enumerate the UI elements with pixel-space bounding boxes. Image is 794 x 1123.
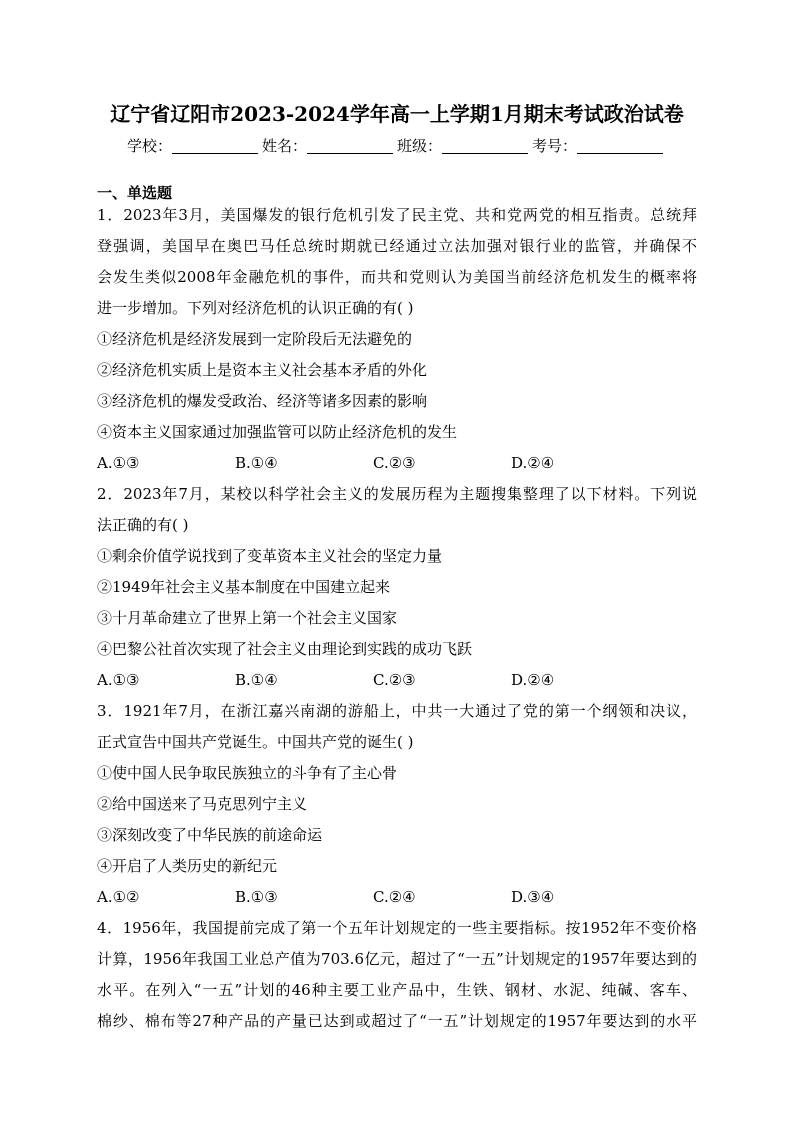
choice-c[interactable]: C.②③ (373, 454, 416, 472)
choice-b[interactable]: B.①④ (235, 671, 278, 689)
choice-a[interactable]: A.①② (97, 888, 140, 906)
statement-line: ④资本主义国家通过加强监管可以防止经济危机的发生 (97, 423, 458, 441)
statement-line: ③经济危机的爆发受政治、经济等诸多因素的影响 (97, 392, 428, 410)
question-4 (97, 913, 697, 1037)
statement-line: ④巴黎公社首次实现了社会主义由理论到实践的成功飞跃 (97, 640, 473, 658)
question-stem-line: 法正确的有( ) (97, 516, 189, 534)
choice-c[interactable]: C.②③ (373, 671, 416, 689)
page-title: 辽宁省辽阳市2023-2024学年高一上学期1月期末考试政治试卷 (110, 102, 684, 126)
question-stem-line: 1．2023年3月，美国爆发的银行危机引发了民主党、共和党两党的相互指责。总统拜 (97, 206, 697, 224)
question-stem-line: 水平。在列入“一五”计划的46种主要工业产品中，生铁、钢材、水泥、纯碱、客车、 (97, 981, 697, 999)
section-title: 一、单选题 (97, 184, 173, 202)
question-stem-line: 会发生类似2008年金融危机的事件，而共和党则认为美国当前经济危机发生的概率将 (97, 268, 697, 286)
question-stem-line: 棉纱、棉布等27种产品的产量已达到或超过了“一五”计划规定的1957年要达到的水平 (97, 1012, 697, 1030)
question-stem-line: 计算，1956年我国工业总产值为703.6亿元，超过了“一五”计划规定的1957年要达到的 (97, 950, 697, 968)
choices-row (97, 665, 697, 696)
choice-b[interactable]: B.①③ (235, 888, 278, 906)
question-3 (97, 696, 697, 913)
question-stem-line: 2．2023年7月，某校以科学社会主义的发展历程为主题搜集整理了以下材料。下列说 (97, 485, 697, 503)
statement-line: ④开启了人类历史的新纪元 (97, 857, 278, 875)
statement-line: ①剩余价值学说找到了变革资本主义社会的坚定力量 (97, 547, 443, 565)
question-stem-line: 4．1956年，我国提前完成了第一个五年计划规定的一些主要指标。按1952年不变价格 (97, 919, 697, 937)
statement-line: ③十月革命建立了世界上第一个社会主义国家 (97, 609, 398, 627)
choice-d[interactable]: D.②④ (511, 671, 555, 689)
name-blank[interactable] (307, 139, 393, 154)
class-label: 班级： (397, 137, 443, 155)
choice-a[interactable]: A.①③ (97, 454, 140, 472)
statement-line: ②经济危机实质上是资本主义社会基本矛盾的外化 (97, 361, 428, 379)
questions-container (97, 200, 697, 1037)
question-2 (97, 479, 697, 696)
statement-line: ①经济危机是经济发展到一定阶段后无法避免的 (97, 330, 413, 348)
choice-a[interactable]: A.①③ (97, 671, 140, 689)
question-1 (97, 200, 697, 479)
statement-line: ②给中国送来了马克思列宁主义 (97, 795, 308, 813)
choice-c[interactable]: C.②④ (373, 888, 416, 906)
statement-line: ③深刻改变了中华民族的前途命运 (97, 826, 323, 844)
student-info-line (0, 135, 794, 156)
exam-number-blank[interactable] (577, 139, 663, 154)
statement-line: ①使中国人民争取民族独立的斗争有了主心骨 (97, 764, 398, 782)
school-label: 学校： (126, 137, 172, 155)
question-stem-line: 登强调，美国早在奥巴马任总统时期就已经通过立法加强对银行业的监管，并确保不 (97, 237, 697, 255)
question-stem-line: 正式宣告中国共产党诞生。中国共产党的诞生( ) (97, 733, 414, 751)
question-stem-line: 进一步增加。下列对经济危机的认识正确的有( ) (97, 299, 414, 317)
statement-line: ②1949年社会主义基本制度在中国建立起来 (97, 578, 391, 596)
exam-number-label: 考号： (532, 137, 578, 155)
class-blank[interactable] (442, 139, 528, 154)
choices-row (97, 882, 697, 913)
choice-b[interactable]: B.①④ (235, 454, 278, 472)
choice-d[interactable]: D.②④ (511, 454, 555, 472)
school-blank[interactable] (172, 139, 258, 154)
choices-row (97, 448, 697, 479)
question-stem-line: 3．1921年7月，在浙江嘉兴南湖的游船上，中共一大通过了党的第一个纲领和决议， (97, 702, 697, 720)
choice-d[interactable]: D.③④ (511, 888, 555, 906)
name-label: 姓名： (261, 137, 307, 155)
